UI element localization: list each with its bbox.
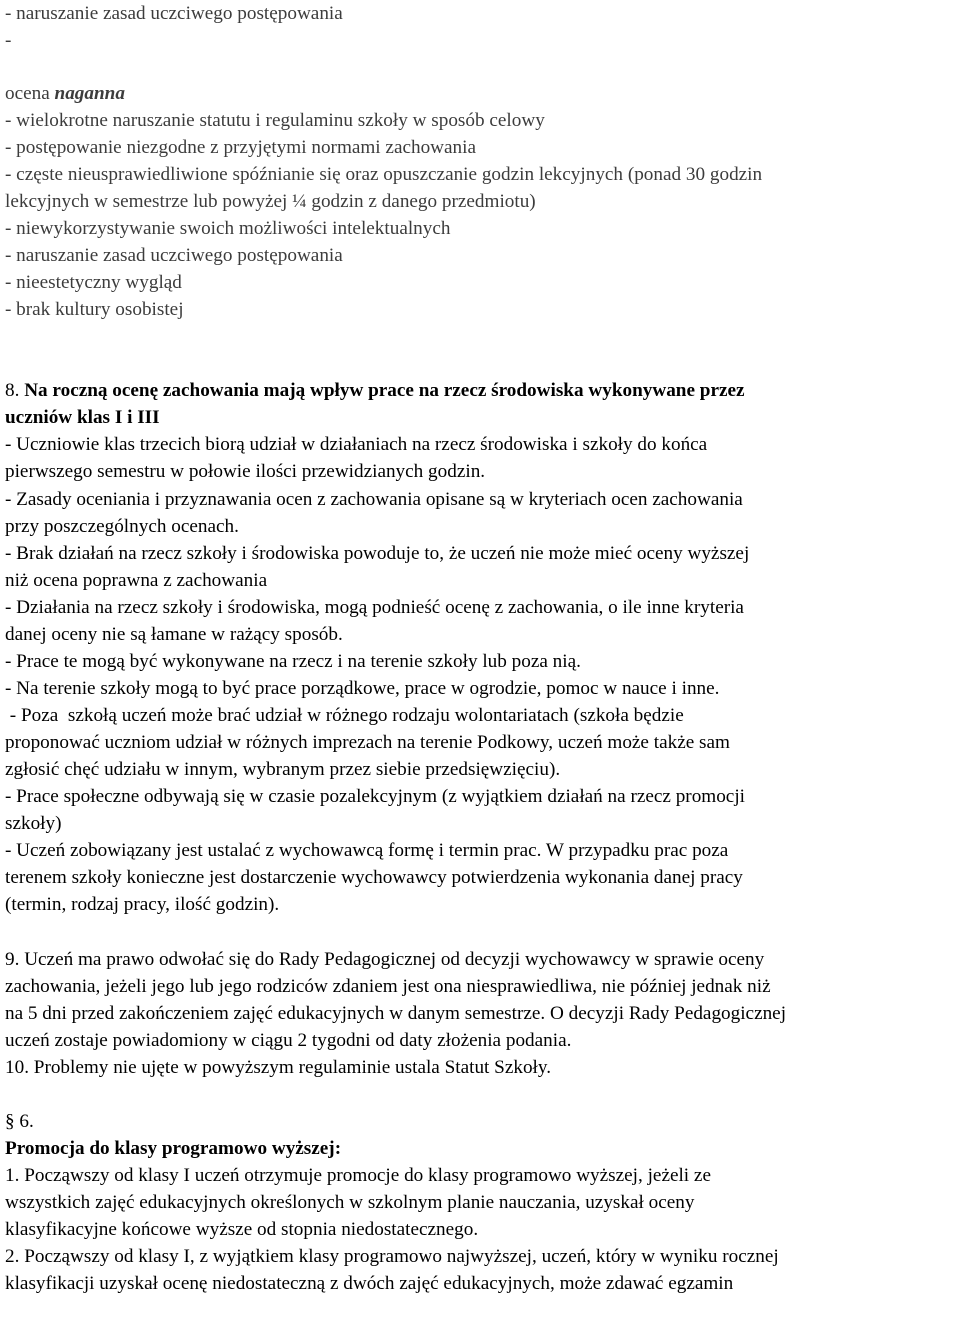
section-title: Na roczną ocenę zachowania mają wpływ prace na rzecz środowiska wykonywane przez — [24, 380, 745, 401]
text-line: - Poza szkołą uczeń może brać udział w różnego rodzaju wolontariatach (szkoła będzie — [5, 705, 684, 726]
list-item: - częste nieusprawiedliwione spóźnianie się oraz opuszczanie godzin lekcyjnych (ponad 30 godzin — [5, 164, 763, 185]
grade-prefix: ocena — [5, 83, 55, 104]
text-line: - naruszanie zasad uczciwego postępowania — [5, 3, 343, 24]
text-line: klasyfikacyjne końcowe wyższe od stopnia niedostatecznego. — [5, 1219, 479, 1240]
list-item: - naruszanie zasad uczciwego postępowania — [5, 245, 343, 266]
text-line: - Uczniowie klas trzecich biorą udział w działaniach na rzecz środowiska i szkoły do końca — [5, 434, 708, 455]
text-line: 1. Począwszy od klasy I uczeń otrzymuje promocje do klasy programowo wyższej, jeżeli ze — [5, 1165, 711, 1186]
text-line: przy poszczególnych ocenach. — [5, 516, 239, 537]
text-line: - Prace te mogą być wykonywane na rzecz i na terenie szkoły lub poza nią. — [5, 651, 581, 672]
text-line: - Brak działań na rzecz szkoły i środowiska powoduje to, że uczeń nie może mieć oceny wyższej — [5, 543, 750, 564]
text-line: - — [5, 30, 12, 51]
text-line: - Prace społeczne odbywają się w czasie pozalekcyjnym (z wyjątkiem działań na rzecz promocji — [5, 786, 745, 807]
grade-name: naganna — [54, 83, 125, 104]
list-item: - niewykorzystywanie swoich możliwości intelektualnych — [5, 218, 451, 239]
text-line: terenem szkoły konieczne jest dostarczenie wychowawcy potwierdzenia wykonania danej pracy — [5, 867, 743, 888]
list-item: - postępowanie niezgodne z przyjętymi normami zachowania — [5, 137, 476, 158]
text-line: uczeń zostaje powiadomiony w ciągu 2 tygodni od daty złożenia podania. — [5, 1030, 572, 1051]
paragraph-symbol: § 6. — [5, 1111, 34, 1132]
text-line: proponować uczniom udział w różnych imprezach na terenie Podkowy, uczeń może także sam — [5, 732, 730, 753]
text-line: - Działania na rzecz szkoły i środowiska, mogą podnieść ocenę z zachowania, o ile inne kryteria — [5, 597, 744, 618]
text-line: niż ocena poprawna z zachowania — [5, 570, 268, 591]
text-line: zachowania, jeżeli jego lub jego rodziców zdaniem jest ona niesprawiedliwa, nie później jednak niż — [5, 976, 771, 997]
paragraph-heading: Promocja do klasy programowo wyższej: — [5, 1138, 342, 1159]
text-line: na 5 dni przed zakończeniem zajęć edukacyjnych w danym semestrze. O decyzji Rady Pedagogicznej — [5, 1003, 787, 1024]
text-line: - Zasady oceniania i przyznawania ocen z zachowania opisane są w kryteriach ocen zachowania — [5, 489, 743, 510]
list-item: - wielokrotne naruszanie statutu i regulaminu szkoły w sposób celowy — [5, 110, 545, 131]
text-line: wszystkich zajęć edukacyjnych określonych w szkolnym planie nauczania, uzyskał oceny — [5, 1192, 695, 1213]
list-item: - brak kultury osobistej — [5, 299, 184, 320]
text-line: - Na terenie szkoły mogą to być prace porządkowe, prace w ogrodzie, pomoc w nauce i inne. — [5, 678, 720, 699]
text-line: 2. Począwszy od klasy I, z wyjątkiem klasy programowo najwyższej, uczeń, który w wyniku rocznej — [5, 1246, 779, 1267]
text-line: 9. Uczeń ma prawo odwołać się do Rady Pedagogicznej od decyzji wychowawcy w sprawie oceny — [5, 949, 765, 970]
text-line: klasyfikacji uzyskał ocenę niedostateczną z dwóch zajęć edukacyjnych, może zdawać egzamin — [5, 1273, 734, 1294]
text-line: 10. Problemy nie ujęte w powyższym regulaminie ustala Statut Szkoły. — [5, 1057, 552, 1078]
text-line: - Uczeń zobowiązany jest ustalać z wychowawcą formę i termin prac. W przypadku prac poza — [5, 840, 729, 861]
section-title-cont: uczniów klas I i III — [5, 407, 160, 428]
grade-heading — [5, 80, 125, 107]
text-line: danej oceny nie są łamane w rażący sposób. — [5, 624, 343, 645]
text-line: pierwszego semestru w połowie ilości przewidzianych godzin. — [5, 461, 486, 482]
text-line: szkoły) — [5, 813, 62, 834]
section-number: 8. — [5, 380, 20, 401]
list-item: - nieestetyczny wygląd — [5, 272, 182, 293]
text-line: zgłosić chęć udziału w innym, wybranym przez siebie przedsięwzięciu). — [5, 759, 561, 780]
list-item: lekcyjnych w semestrze lub powyżej ¼ godzin z danego przedmiotu) — [5, 191, 536, 212]
section-8-heading — [5, 377, 745, 404]
text-line: (termin, rodzaj pracy, ilość godzin). — [5, 894, 280, 915]
